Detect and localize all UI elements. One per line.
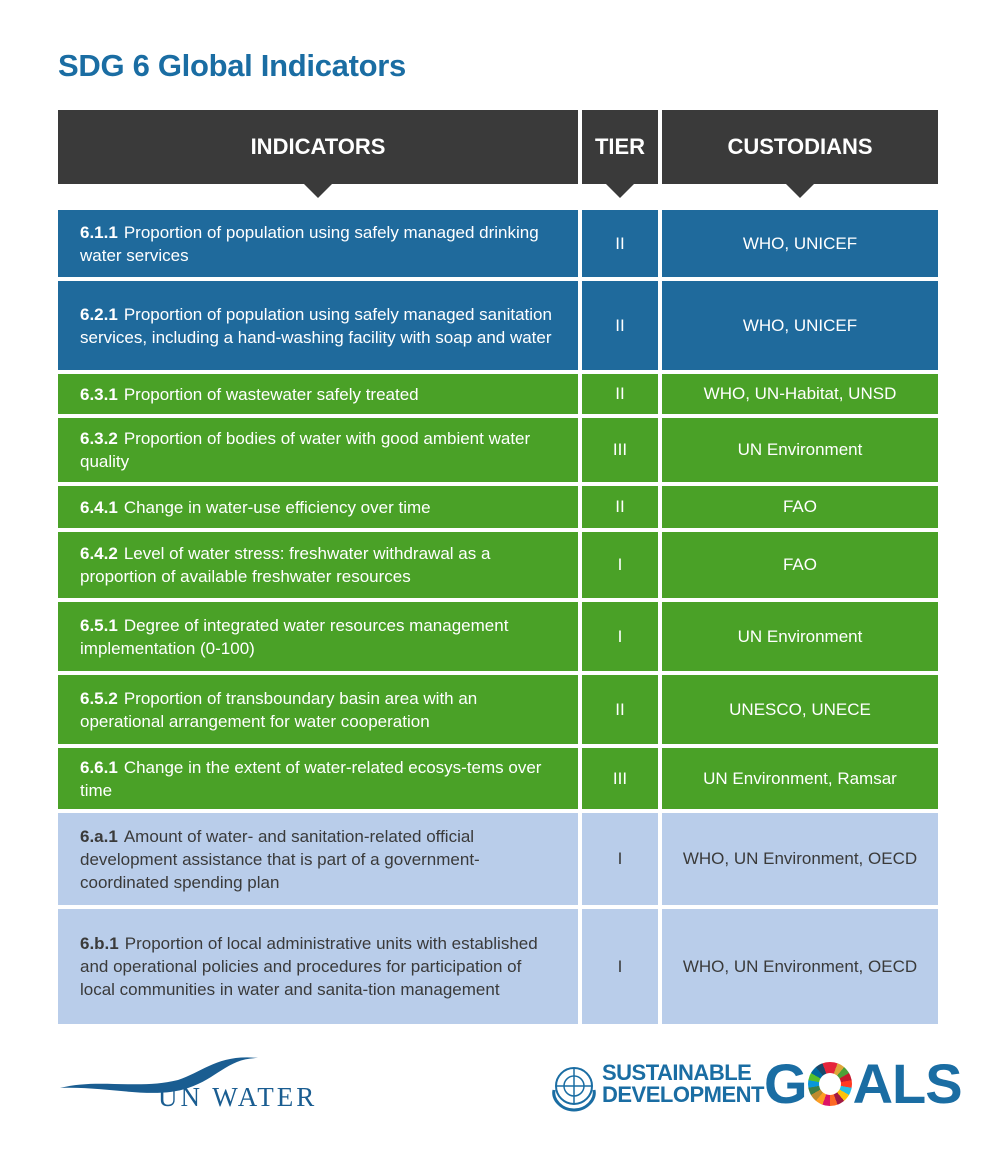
indicator-cell <box>58 813 578 905</box>
indicator-cell <box>58 486 578 528</box>
table-row <box>58 418 938 482</box>
tier-cell: I <box>582 532 658 598</box>
custodians-cell: WHO, UN-Habitat, UNSD <box>662 374 938 414</box>
sdg-wordmark <box>602 1062 764 1106</box>
custodians-cell: WHO, UN Environment, OECD <box>662 909 938 1024</box>
table-row <box>58 813 938 905</box>
sdg-color-wheel-icon <box>808 1062 852 1106</box>
table-row <box>58 675 938 744</box>
custodians-cell: UN Environment <box>662 602 938 671</box>
indicator-cell <box>58 210 578 277</box>
tier-cell: II <box>582 675 658 744</box>
custodians-cell: WHO, UN Environment, OECD <box>662 813 938 905</box>
table-row <box>58 486 938 528</box>
indicator-text: Change in the extent of water-related ecosys-tems over time <box>80 757 542 800</box>
indicator-code: 6.2.1 <box>80 304 118 324</box>
indicator-cell <box>58 532 578 598</box>
table-row <box>58 281 938 370</box>
custodians-cell: WHO, UNICEF <box>662 281 938 370</box>
indicator-text: Proportion of population using safely managed sanitation services, including a hand-washing facility with soap and water <box>80 304 552 347</box>
header-pointer-icon <box>606 184 634 198</box>
un-water-logo-text: UN WATER <box>158 1082 318 1112</box>
table-row <box>58 210 938 277</box>
indicator-code: 6.3.1 <box>80 384 118 404</box>
indicator-text: Change in water-use efficiency over time <box>123 497 431 517</box>
custodians-cell: WHO, UNICEF <box>662 210 938 277</box>
custodians-cell: FAO <box>662 486 938 528</box>
indicator-cell <box>58 281 578 370</box>
custodians-cell: UN Environment <box>662 418 938 482</box>
table-row <box>58 748 938 809</box>
tier-cell: I <box>582 602 658 671</box>
indicator-text: Proportion of wastewater safely treated <box>123 384 419 404</box>
indicator-text: Level of water stress: freshwater withdrawal as a proportion of available freshwater resources <box>80 544 491 586</box>
indicator-text: Amount of water- and sanitation-related official development assistance that is part of a government-coordinated spending plan <box>80 826 480 892</box>
indicator-cell <box>58 909 578 1024</box>
un-emblem-icon <box>548 1060 600 1112</box>
indicator-text: Proportion of population using safely managed drinking water services <box>80 222 539 265</box>
tier-cell: II <box>582 281 658 370</box>
tier-cell: III <box>582 748 658 809</box>
indicator-cell <box>58 602 578 671</box>
column-header-tier-label: TIER <box>594 134 646 159</box>
header-pointer-icon <box>304 184 332 198</box>
indicator-code: 6.3.2 <box>80 429 118 448</box>
header-pointer-icon <box>786 184 814 198</box>
tier-cell: II <box>582 374 658 414</box>
column-header-indicators <box>58 110 578 184</box>
tier-cell: I <box>582 813 658 905</box>
sdg-line-1: SUSTAINABLE <box>602 1060 752 1085</box>
tier-cell: I <box>582 909 658 1024</box>
indicator-code: 6.5.2 <box>80 688 118 708</box>
sdg-line-2: DEVELOPMENT <box>602 1082 764 1107</box>
table-row <box>58 532 938 598</box>
custodians-cell: UNESCO, UNECE <box>662 675 938 744</box>
custodians-cell: FAO <box>662 532 938 598</box>
indicator-cell <box>58 675 578 744</box>
page-title: SDG 6 Global Indicators <box>58 48 406 83</box>
goals-wordmark <box>764 1054 962 1114</box>
column-header-custodians <box>662 110 938 184</box>
indicator-cell <box>58 418 578 482</box>
tier-cell: II <box>582 210 658 277</box>
goals-letters-als: ALS <box>852 1052 962 1115</box>
indicator-cell <box>58 748 578 809</box>
indicator-cell <box>58 374 578 414</box>
indicator-code: 6.4.1 <box>80 497 118 517</box>
indicator-code: 6.a.1 <box>80 826 118 846</box>
column-header-custodians-label: CUSTODIANS <box>727 134 873 159</box>
indicator-code: 6.4.2 <box>80 544 118 563</box>
table-row <box>58 602 938 671</box>
indicator-code: 6.b.1 <box>80 934 119 953</box>
tier-cell: III <box>582 418 658 482</box>
table-row <box>58 909 938 1024</box>
indicator-code: 6.1.1 <box>80 222 118 242</box>
indicator-code: 6.5.1 <box>80 615 118 635</box>
indicator-text: Proportion of local administrative units with established and operational policies and procedures for participation of local communities in water and sanita-tion management <box>80 934 538 999</box>
goals-letter-g: G <box>764 1052 807 1115</box>
column-header-indicators-label: INDICATORS <box>250 134 386 159</box>
indicator-text: Proportion of bodies of water with good ambient water quality <box>80 429 531 471</box>
indicator-text: Proportion of transboundary basin area with an operational arrangement for water cooperation <box>80 688 478 731</box>
indicator-code: 6.6.1 <box>80 757 118 777</box>
tier-cell: II <box>582 486 658 528</box>
custodians-cell: UN Environment, Ramsar <box>662 748 938 809</box>
column-header-tier <box>582 110 658 184</box>
indicator-text: Degree of integrated water resources management implementation (0-100) <box>80 615 509 658</box>
table-row <box>58 374 938 414</box>
